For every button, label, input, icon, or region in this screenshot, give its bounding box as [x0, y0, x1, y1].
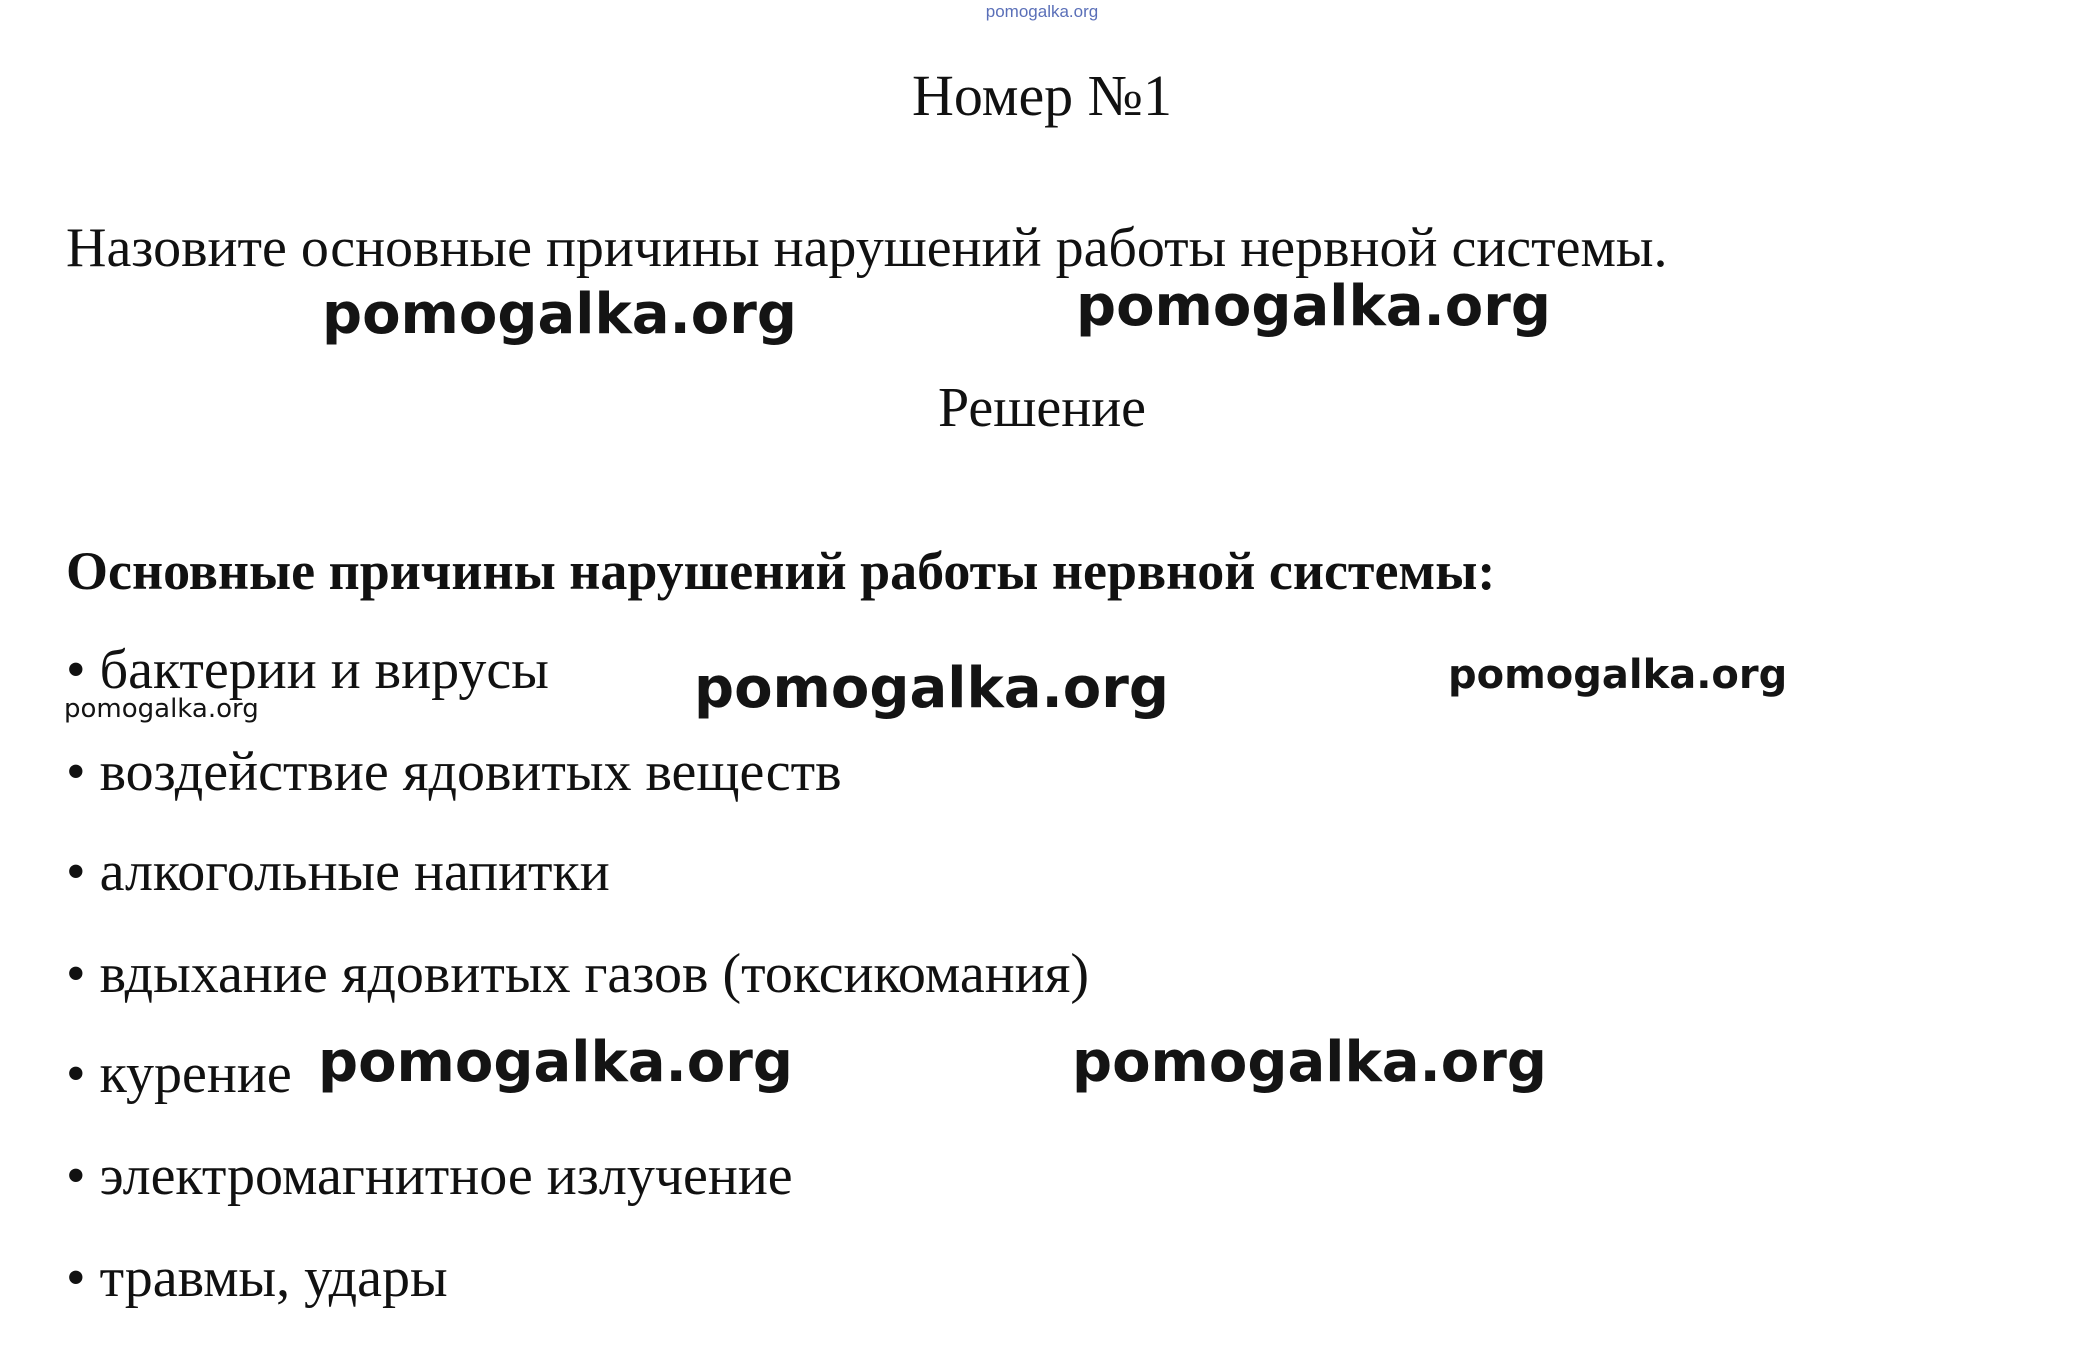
watermark: pomogalka.org [1448, 652, 1788, 698]
bullet: • [66, 841, 86, 903]
list-item [66, 1144, 793, 1208]
bullet: • [66, 741, 86, 803]
list-item-label: бактерии и вирусы [99, 639, 549, 701]
bullet: • [66, 1145, 86, 1207]
list-item [66, 840, 610, 904]
list-item-label: электромагнитное излучение [99, 1145, 793, 1207]
list-item [66, 1246, 448, 1310]
watermark: pomogalka.org [318, 1030, 793, 1095]
list-item-label: курение [99, 1043, 292, 1105]
bullet: • [66, 943, 86, 1005]
bullet: • [66, 1247, 86, 1309]
list-item-label: алкогольные напитки [99, 841, 610, 903]
solution-label: Решение [937, 377, 1147, 439]
watermark: pomogalka.org [1072, 1030, 1547, 1095]
watermark: pomogalka.org [322, 282, 797, 347]
bullet: • [66, 639, 86, 701]
watermark: pomogalka.org [694, 656, 1169, 721]
question-text: Назовите основные причины нарушений работы нервной системы. [66, 217, 1668, 279]
watermark: pomogalka.org [1076, 274, 1551, 339]
list-item [66, 942, 1089, 1006]
bullet: • [66, 1043, 86, 1105]
site-mark-top: pomogalka.org [985, 2, 1099, 21]
list-item-label: вдыхание ядовитых газов (токсикомания) [99, 943, 1090, 1005]
watermark: pomogalka.org [64, 694, 259, 724]
list-item [66, 740, 842, 804]
list-item-label: воздействие ядовитых веществ [99, 741, 842, 803]
page-title: Номер №1 [911, 63, 1173, 128]
list-item [66, 1042, 292, 1106]
list-item [66, 638, 549, 702]
list-item-label: травмы, удары [99, 1247, 448, 1309]
answer-heading: Основные причины нарушений работы нервной системы: [66, 541, 1496, 601]
